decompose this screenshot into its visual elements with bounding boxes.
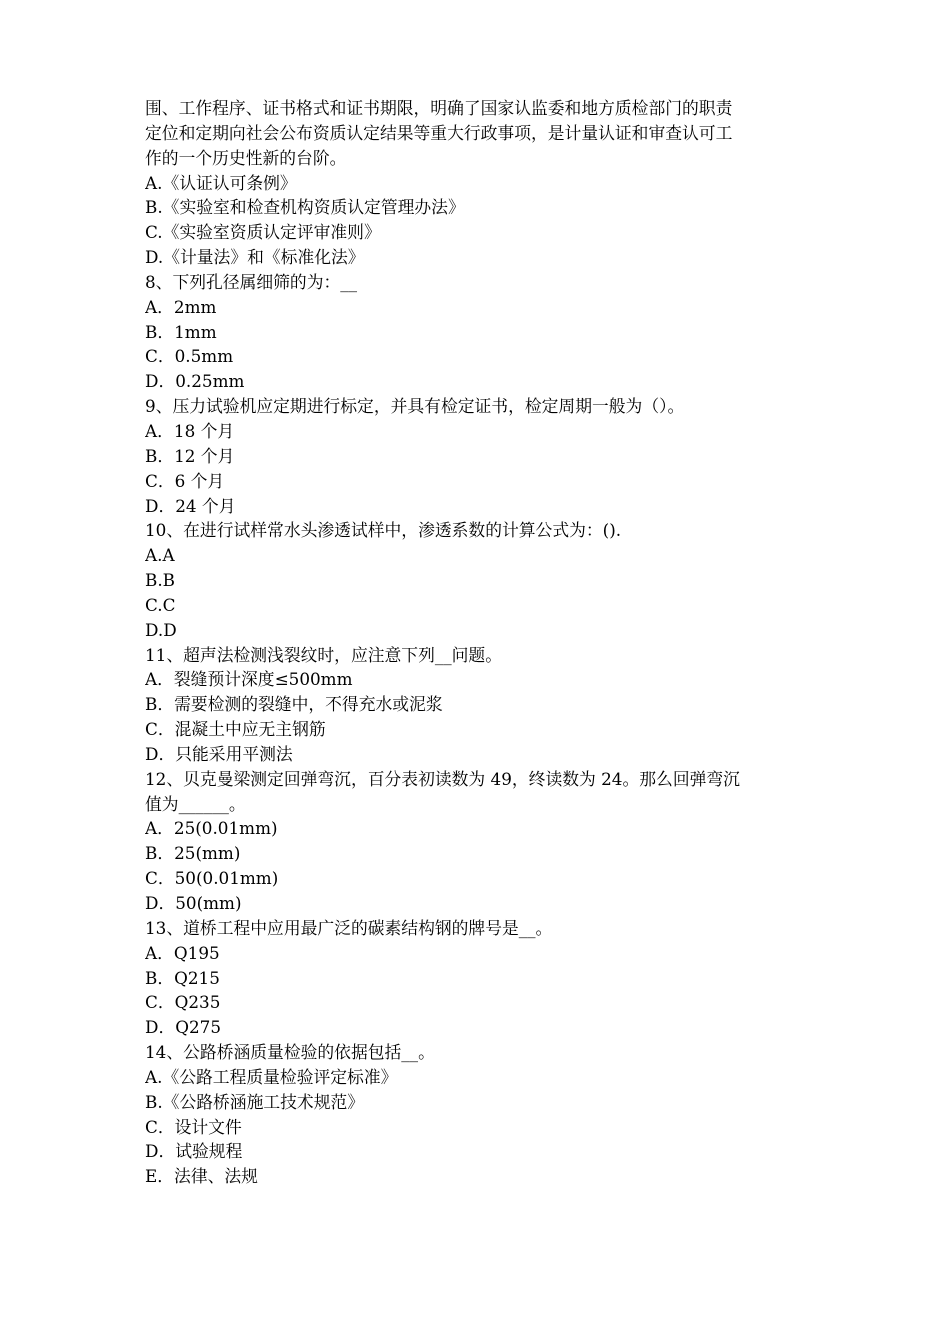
option-line: D.D [145,619,177,640]
option-line: A．2mm [145,296,217,317]
option-line: B．需要检测的裂缝中，不得充水或泥浆 [145,694,443,715]
option-line: D．24 个月 [145,495,236,516]
option-line: C．设计文件 [145,1116,242,1137]
option-line: B．1mm [145,321,217,342]
option-line: D.《计量法》和《标准化法》 [145,247,365,268]
question-line: 12、贝克曼梁测定回弹弯沉，百分表初读数为 49，终读数为 24。那么回弹弯沉 [145,768,740,789]
question-line: 8、下列孔径属细筛的为：__ [145,271,358,292]
option-line: B.《公路桥涵施工技术规范》 [145,1091,365,1112]
question-line: 14、公路桥涵质量检验的依据包括__。 [145,1042,435,1063]
question-line: 11、超声法检测浅裂纹时，应注意下列__问题。 [145,644,502,665]
option-line: E．法律、法规 [145,1166,258,1187]
option-line: A．裂缝预计深度≤500mm [145,669,353,690]
option-line: C．混凝土中应无主钢筋 [145,719,326,740]
option-line: B.B [145,570,175,591]
option-line: C．6 个月 [145,470,225,491]
option-line: A．Q195 [145,942,220,963]
question-line: 10、在进行试样常水头渗透试样中，渗透系数的计算公式为：(). [145,520,622,541]
text-line: 围、工作程序、证书格式和证书期限，明确了国家认监委和地方质检部门的职责 [145,98,733,118]
option-line: C．50(0.01mm) [145,868,279,889]
option-line: A．18 个月 [145,420,235,441]
option-line: C．0.5mm [145,346,234,367]
option-line: B．Q215 [145,967,220,988]
text-line: 定位和定期向社会公布资质认定结果等重大行政事项，是计量认证和审查认可工 [145,122,733,143]
option-line: A.A [145,545,175,566]
option-line: A.《认证认可条例》 [145,172,297,193]
option-line: D．0.25mm [145,371,245,392]
question-line: 13、道桥工程中应用最广泛的碳素结构钢的牌号是__。 [145,917,553,938]
option-line: D．50(mm) [145,893,242,913]
option-line: C．Q235 [145,992,221,1013]
option-line: A.《公路工程质量检验评定标准》 [145,1066,398,1087]
option-line: B．12 个月 [145,445,235,466]
option-line: D．试验规程 [145,1141,243,1162]
option-line: C.《实验室资质认定评审准则》 [145,222,381,243]
text-line: 作的一个历史性新的台阶。 [145,147,347,168]
option-line: A．25(0.01mm) [145,818,278,839]
option-line: D．Q275 [145,1017,222,1038]
question-line: 9、压力试验机应定期进行标定，并具有检定证书，检定周期一般为（）。 [145,396,685,417]
option-line: B.《实验室和检查机构资质认定管理办法》 [145,197,465,218]
document-body [145,96,813,1189]
option-line: D．只能采用平测法 [145,743,293,764]
option-line: B．25(mm) [145,843,241,864]
option-line: C.C [145,594,176,615]
question-line: 值为______。 [145,793,246,814]
